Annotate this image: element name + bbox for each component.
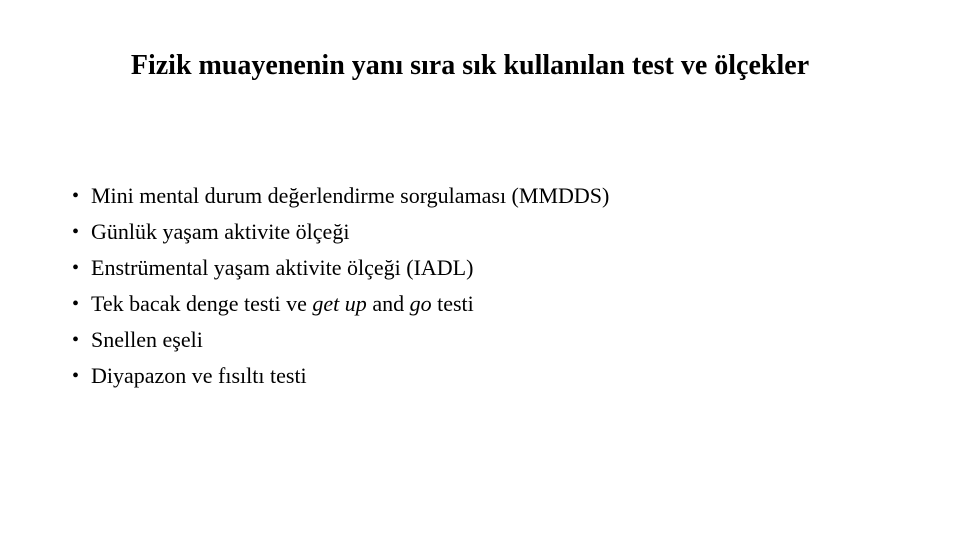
- slide-title: Fizik muayenenin yanı sıra sık kullanılan test ve ölçekler: [130, 50, 810, 81]
- list-item-text-italic: go: [409, 291, 432, 316]
- bullet-list: [72, 178, 609, 394]
- list-item-text: Günlük yaşam aktivite ölçeği: [91, 219, 350, 244]
- bullet-icon: •: [72, 257, 80, 279]
- list-item: [72, 214, 609, 250]
- bullet-icon: •: [72, 329, 80, 351]
- bullet-icon: •: [72, 293, 80, 315]
- list-item-text-italic: get up: [312, 291, 367, 316]
- list-item-text: Enstrümental yaşam aktivite ölçeği (IADL): [91, 255, 474, 280]
- list-item: [72, 358, 609, 394]
- list-item-text: testi: [431, 291, 474, 316]
- list-item-text: Diyapazon ve fısıltı testi: [91, 363, 307, 388]
- list-item-text: and: [366, 291, 410, 316]
- list-item: [72, 250, 609, 286]
- bullet-icon: •: [72, 185, 80, 207]
- list-item: [72, 178, 609, 214]
- list-item: [72, 286, 609, 322]
- bullet-icon: •: [72, 365, 80, 387]
- bullet-icon: •: [72, 221, 80, 243]
- list-item-text: Mini mental durum değerlendirme sorgulaması (MMDDS): [91, 183, 610, 208]
- list-item-text: Snellen eşeli: [91, 327, 203, 352]
- list-item-text: Tek bacak denge testi ve: [91, 291, 313, 316]
- list-item: [72, 322, 609, 358]
